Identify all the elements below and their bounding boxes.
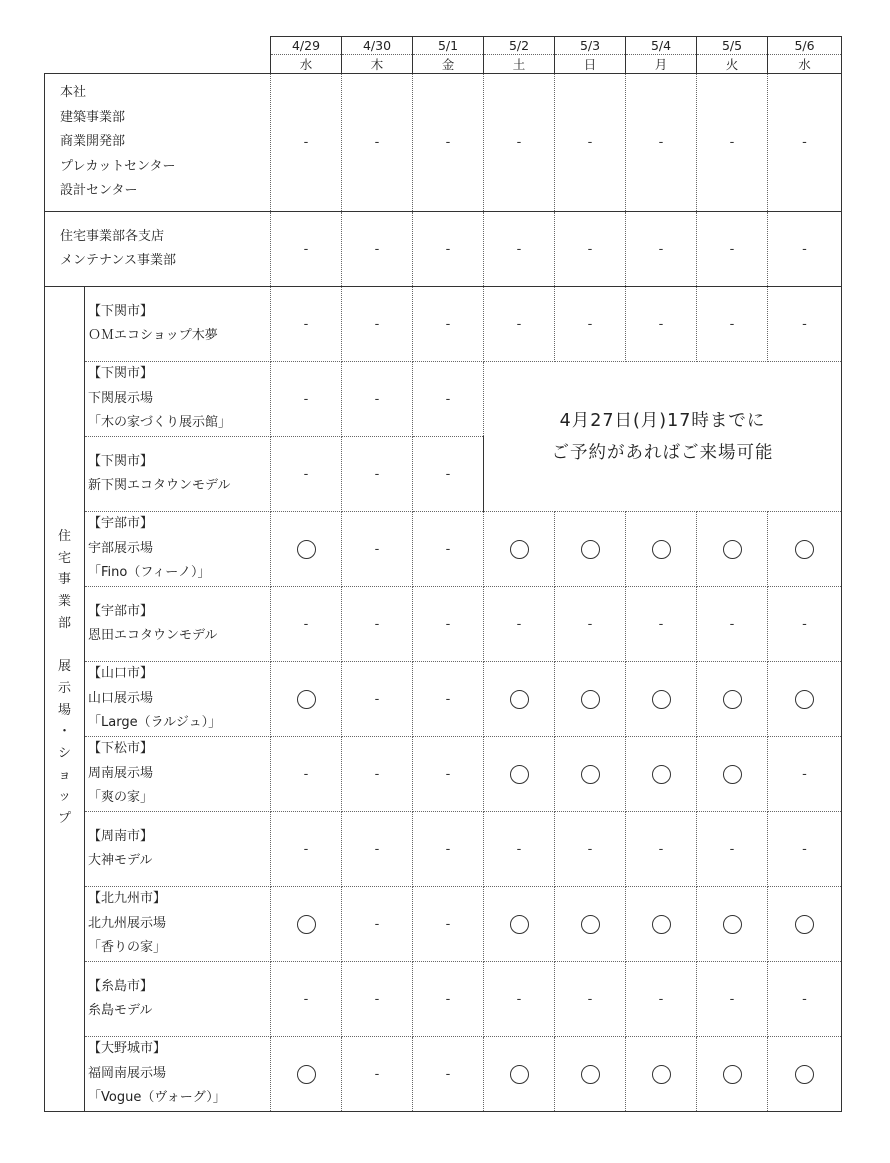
group-label-char: ッ <box>57 789 71 805</box>
unavailable-dash: - <box>303 766 309 782</box>
availability-cell <box>413 512 484 587</box>
unavailable-dash: - <box>303 135 309 150</box>
unavailable-dash: - <box>729 841 735 857</box>
availability-cell <box>768 287 842 362</box>
availability-cell <box>484 887 555 962</box>
available-circle-icon <box>795 690 814 709</box>
row-label-line: 「Large（ラルジュ）」 <box>88 715 222 731</box>
availability-cell <box>271 362 342 437</box>
venue-row <box>45 812 842 887</box>
available-circle-icon <box>795 915 814 934</box>
row-label-line: 【糸島市】 <box>88 978 154 994</box>
availability-cell <box>768 812 842 887</box>
date-header: 5/5 <box>697 37 768 55</box>
row-label <box>85 437 271 512</box>
availability-cell <box>342 362 413 437</box>
availability-cell <box>697 212 768 287</box>
row-label-line: 【北九州市】 <box>88 891 167 907</box>
unavailable-dash: - <box>445 991 451 1007</box>
schedule-table <box>44 36 842 1112</box>
unavailable-dash: - <box>374 541 380 557</box>
unavailable-dash: - <box>516 241 522 257</box>
row-label-line: 宇部展示場 <box>88 540 154 556</box>
unavailable-dash: - <box>374 316 380 332</box>
date-header: 4/29 <box>271 37 342 55</box>
date-header: 5/3 <box>555 37 626 55</box>
row-label-line: 【大野城市】 <box>88 1041 167 1057</box>
group-label-char: ・ <box>57 724 71 740</box>
availability-cell <box>626 587 697 662</box>
availability-cell <box>342 662 413 737</box>
row-label <box>45 212 271 287</box>
group-label-char: 場 <box>57 702 71 718</box>
venue-row <box>45 662 842 737</box>
unavailable-dash: - <box>802 316 807 332</box>
row-label-line: 【下関市】 <box>88 366 154 382</box>
available-circle-icon <box>510 765 529 784</box>
available-circle-icon <box>297 540 316 559</box>
availability-cell <box>484 1037 555 1112</box>
availability-cell <box>271 437 342 512</box>
row-label-line: プレカットセンター <box>60 158 176 174</box>
unavailable-dash: - <box>374 391 380 407</box>
available-circle-icon <box>723 540 742 559</box>
availability-cell <box>413 212 484 287</box>
availability-cell <box>484 512 555 587</box>
unavailable-dash: - <box>516 616 522 632</box>
unavailable-dash: - <box>374 135 380 150</box>
available-circle-icon <box>652 915 671 934</box>
availability-cell <box>342 887 413 962</box>
unavailable-dash: - <box>303 466 309 482</box>
unavailable-dash: - <box>374 991 380 1007</box>
weekday-header: 火 <box>697 55 768 74</box>
row-label-line: 商業開発部 <box>60 134 126 150</box>
row-label-line: 「木の家づくり展示館」 <box>88 415 232 431</box>
venue-row <box>45 512 842 587</box>
availability-cell <box>555 212 626 287</box>
unavailable-dash: - <box>516 841 522 857</box>
availability-cell <box>271 962 342 1037</box>
weekday-header: 木 <box>342 55 413 74</box>
row-label-line: 福岡南展示場 <box>88 1065 167 1081</box>
group-label-char: 示 <box>57 680 71 696</box>
date-header: 5/1 <box>413 37 484 55</box>
venue-row <box>45 1037 842 1112</box>
row-label-line: 【周南市】 <box>88 828 154 844</box>
availability-cell <box>555 587 626 662</box>
unavailable-dash: - <box>658 841 664 857</box>
row-label-line: メンテナンス事業部 <box>60 253 176 268</box>
unavailable-dash: - <box>445 766 451 782</box>
unavailable-dash: - <box>445 391 451 407</box>
unavailable-dash: - <box>658 135 664 150</box>
availability-cell <box>484 962 555 1037</box>
unavailable-dash: - <box>374 841 380 857</box>
unavailable-dash: - <box>516 316 522 332</box>
reservation-notice <box>484 362 842 512</box>
unavailable-dash: - <box>374 691 380 707</box>
unavailable-dash: - <box>587 616 593 632</box>
unavailable-dash: - <box>802 766 807 782</box>
row-label-line: 建築事業部 <box>60 109 126 125</box>
unavailable-dash: - <box>445 691 451 707</box>
row-label-line: 北九州展示場 <box>88 915 167 931</box>
row-label-line: 【宇部市】 <box>88 516 154 532</box>
availability-cell <box>768 737 842 812</box>
availability-cell <box>768 1037 842 1112</box>
unavailable-dash: - <box>587 316 593 332</box>
availability-cell <box>555 1037 626 1112</box>
availability-cell <box>342 737 413 812</box>
availability-cell <box>342 74 413 212</box>
group-label <box>45 287 85 1112</box>
availability-cell <box>555 662 626 737</box>
group-label-char: 事 <box>57 572 71 588</box>
availability-cell <box>413 1037 484 1112</box>
availability-cell <box>768 962 842 1037</box>
unavailable-dash: - <box>802 841 807 857</box>
unavailable-dash: - <box>374 241 380 257</box>
group-label-char: 部 <box>57 615 71 631</box>
unavailable-dash: - <box>445 841 451 857</box>
availability-cell <box>555 887 626 962</box>
venue-row <box>45 287 842 362</box>
department-row <box>45 212 842 287</box>
row-label <box>85 287 271 362</box>
unavailable-dash: - <box>445 316 451 332</box>
availability-cell <box>626 512 697 587</box>
availability-cell <box>413 962 484 1037</box>
unavailable-dash: - <box>729 135 735 150</box>
availability-cell <box>413 812 484 887</box>
availability-cell <box>555 74 626 212</box>
group-label-char: 宅 <box>57 550 71 566</box>
row-label <box>85 887 271 962</box>
row-label-line: 恩田エコタウンモデル <box>88 628 218 643</box>
unavailable-dash: - <box>587 991 593 1007</box>
available-circle-icon <box>510 1065 529 1084</box>
available-circle-icon <box>581 1065 600 1084</box>
availability-cell <box>484 212 555 287</box>
availability-cell <box>484 74 555 212</box>
availability-cell <box>484 812 555 887</box>
weekday-header: 土 <box>484 55 555 74</box>
availability-cell <box>271 1037 342 1112</box>
header-blank <box>45 37 271 74</box>
unavailable-dash: - <box>802 135 807 150</box>
row-label-line: 【山口市】 <box>88 666 154 682</box>
availability-cell <box>484 287 555 362</box>
available-circle-icon <box>795 540 814 559</box>
availability-cell <box>342 287 413 362</box>
row-label <box>85 812 271 887</box>
venue-row <box>45 362 842 437</box>
row-label-line: 【宇部市】 <box>88 603 154 619</box>
available-circle-icon <box>510 915 529 934</box>
row-label <box>45 74 271 212</box>
unavailable-dash: - <box>658 316 664 332</box>
availability-cell <box>697 512 768 587</box>
availability-cell <box>626 962 697 1037</box>
availability-cell <box>768 212 842 287</box>
unavailable-dash: - <box>587 241 593 257</box>
availability-cell <box>413 587 484 662</box>
availability-cell <box>697 737 768 812</box>
available-circle-icon <box>723 1065 742 1084</box>
availability-cell <box>697 887 768 962</box>
availability-cell <box>342 212 413 287</box>
availability-cell <box>413 737 484 812</box>
row-label-line: 住宅事業部各支店 <box>60 228 165 244</box>
row-label-line: 「Fino（フィーノ）」 <box>88 565 211 581</box>
unavailable-dash: - <box>374 766 380 782</box>
availability-cell <box>484 662 555 737</box>
unavailable-dash: - <box>587 841 593 857</box>
unavailable-dash: - <box>303 841 309 857</box>
available-circle-icon <box>723 915 742 934</box>
unavailable-dash: - <box>658 991 664 1007</box>
row-label-line: ＯＭエコショップ木夢 <box>88 328 218 343</box>
unavailable-dash: - <box>374 916 380 932</box>
group-label-char: ョ <box>57 767 71 783</box>
available-circle-icon <box>723 690 742 709</box>
row-label-line: 山口展示場 <box>88 690 154 706</box>
availability-cell <box>626 1037 697 1112</box>
availability-cell <box>271 737 342 812</box>
available-circle-icon <box>581 690 600 709</box>
availability-cell <box>342 962 413 1037</box>
unavailable-dash: - <box>445 466 451 482</box>
group-label-char: 展 <box>57 659 71 675</box>
available-circle-icon <box>581 540 600 559</box>
availability-cell <box>697 962 768 1037</box>
availability-cell <box>271 74 342 212</box>
row-label <box>85 512 271 587</box>
date-header: 4/30 <box>342 37 413 55</box>
available-circle-icon <box>652 540 671 559</box>
availability-cell <box>413 74 484 212</box>
availability-cell <box>413 437 484 512</box>
group-label-char: 住 <box>57 529 71 544</box>
available-circle-icon <box>795 1065 814 1084</box>
row-label-line: 設計センター <box>60 183 138 199</box>
weekday-header: 金 <box>413 55 484 74</box>
unavailable-dash: - <box>374 616 380 632</box>
availability-cell <box>555 512 626 587</box>
availability-cell <box>413 362 484 437</box>
venue-row <box>45 587 842 662</box>
availability-cell <box>626 737 697 812</box>
row-label-line: 周南展示場 <box>88 765 154 781</box>
availability-cell <box>697 1037 768 1112</box>
available-circle-icon <box>581 765 600 784</box>
unavailable-dash: - <box>729 991 735 1007</box>
date-header: 5/4 <box>626 37 697 55</box>
available-circle-icon <box>652 690 671 709</box>
availability-cell <box>271 287 342 362</box>
availability-cell <box>768 662 842 737</box>
row-label-line: 新下関エコタウンモデル <box>88 478 231 493</box>
availability-cell <box>342 437 413 512</box>
unavailable-dash: - <box>658 241 664 257</box>
unavailable-dash: - <box>303 391 309 407</box>
row-label <box>85 662 271 737</box>
availability-cell <box>626 812 697 887</box>
unavailable-dash: - <box>516 135 522 150</box>
availability-cell <box>626 212 697 287</box>
group-label-char: シ <box>57 746 71 762</box>
notice-line: 4月27日(月)17時までに <box>559 410 766 431</box>
availability-cell <box>626 287 697 362</box>
weekday-header: 月 <box>626 55 697 74</box>
availability-cell <box>555 812 626 887</box>
unavailable-dash: - <box>802 991 807 1007</box>
available-circle-icon <box>510 540 529 559</box>
row-label-line: 下関展示場 <box>88 390 154 406</box>
unavailable-dash: - <box>445 135 451 150</box>
unavailable-dash: - <box>445 241 451 257</box>
row-label <box>85 1037 271 1112</box>
row-label-line: 糸島モデル <box>88 1003 153 1018</box>
unavailable-dash: - <box>587 135 593 150</box>
weekday-header: 水 <box>271 55 342 74</box>
venue-row <box>45 887 842 962</box>
unavailable-dash: - <box>516 991 522 1007</box>
date-header: 5/2 <box>484 37 555 55</box>
date-header: 5/6 <box>768 37 842 55</box>
availability-cell <box>342 1037 413 1112</box>
availability-cell <box>697 812 768 887</box>
row-label <box>85 962 271 1037</box>
weekday-header: 日 <box>555 55 626 74</box>
unavailable-dash: - <box>445 1066 451 1082</box>
available-circle-icon <box>723 765 742 784</box>
unavailable-dash: - <box>303 616 309 632</box>
availability-cell <box>413 287 484 362</box>
unavailable-dash: - <box>802 241 807 257</box>
availability-cell <box>271 662 342 737</box>
availability-cell <box>413 662 484 737</box>
availability-cell <box>768 512 842 587</box>
unavailable-dash: - <box>445 916 451 932</box>
unavailable-dash: - <box>303 241 309 257</box>
availability-cell <box>555 737 626 812</box>
row-label-line: 「爽の家」 <box>88 790 154 806</box>
unavailable-dash: - <box>303 991 309 1007</box>
availability-cell <box>626 662 697 737</box>
availability-cell <box>342 512 413 587</box>
availability-cell <box>697 662 768 737</box>
row-label-line: 【下関市】 <box>88 453 154 469</box>
row-label-line: 【下関市】 <box>88 303 154 319</box>
unavailable-dash: - <box>729 241 735 257</box>
group-label-char: 業 <box>57 594 71 610</box>
availability-cell <box>271 587 342 662</box>
availability-cell <box>768 587 842 662</box>
availability-cell <box>697 74 768 212</box>
availability-cell <box>271 212 342 287</box>
availability-cell <box>342 587 413 662</box>
row-label-line: 本社 <box>60 85 87 101</box>
availability-cell <box>768 74 842 212</box>
available-circle-icon <box>652 765 671 784</box>
unavailable-dash: - <box>658 616 664 632</box>
unavailable-dash: - <box>303 316 309 332</box>
header-date-row <box>45 37 842 55</box>
availability-cell <box>626 887 697 962</box>
unavailable-dash: - <box>374 1066 380 1082</box>
availability-cell <box>271 812 342 887</box>
unavailable-dash: - <box>802 616 807 632</box>
available-circle-icon <box>297 1065 316 1084</box>
available-circle-icon <box>297 690 316 709</box>
row-label <box>85 587 271 662</box>
unavailable-dash: - <box>729 616 735 632</box>
available-circle-icon <box>581 915 600 934</box>
group-label-char <box>45 635 84 657</box>
availability-cell <box>555 962 626 1037</box>
availability-cell <box>271 512 342 587</box>
row-label <box>85 737 271 812</box>
available-circle-icon <box>510 690 529 709</box>
availability-cell <box>697 287 768 362</box>
row-label-line: 「香りの家」 <box>88 940 167 956</box>
weekday-header: 水 <box>768 55 842 74</box>
available-circle-icon <box>297 915 316 934</box>
availability-cell <box>413 887 484 962</box>
available-circle-icon <box>652 1065 671 1084</box>
row-label <box>85 362 271 437</box>
availability-cell <box>484 587 555 662</box>
row-label-line: 【下松市】 <box>88 741 154 757</box>
row-label-line: 大神モデル <box>88 853 153 868</box>
availability-cell <box>484 737 555 812</box>
venue-row <box>45 737 842 812</box>
group-label-char: プ <box>57 811 71 827</box>
unavailable-dash: - <box>445 616 451 632</box>
unavailable-dash: - <box>374 466 380 482</box>
unavailable-dash: - <box>729 316 735 332</box>
availability-cell <box>626 74 697 212</box>
row-label-line: 「Vogue（ヴォーグ）」 <box>88 1090 226 1106</box>
unavailable-dash: - <box>445 541 451 557</box>
notice-line: ご予約があればご来場可能 <box>551 442 774 463</box>
availability-cell <box>342 812 413 887</box>
venue-row <box>45 962 842 1037</box>
availability-cell <box>697 587 768 662</box>
availability-cell <box>555 287 626 362</box>
department-row <box>45 74 842 212</box>
availability-cell <box>768 887 842 962</box>
availability-cell <box>271 887 342 962</box>
